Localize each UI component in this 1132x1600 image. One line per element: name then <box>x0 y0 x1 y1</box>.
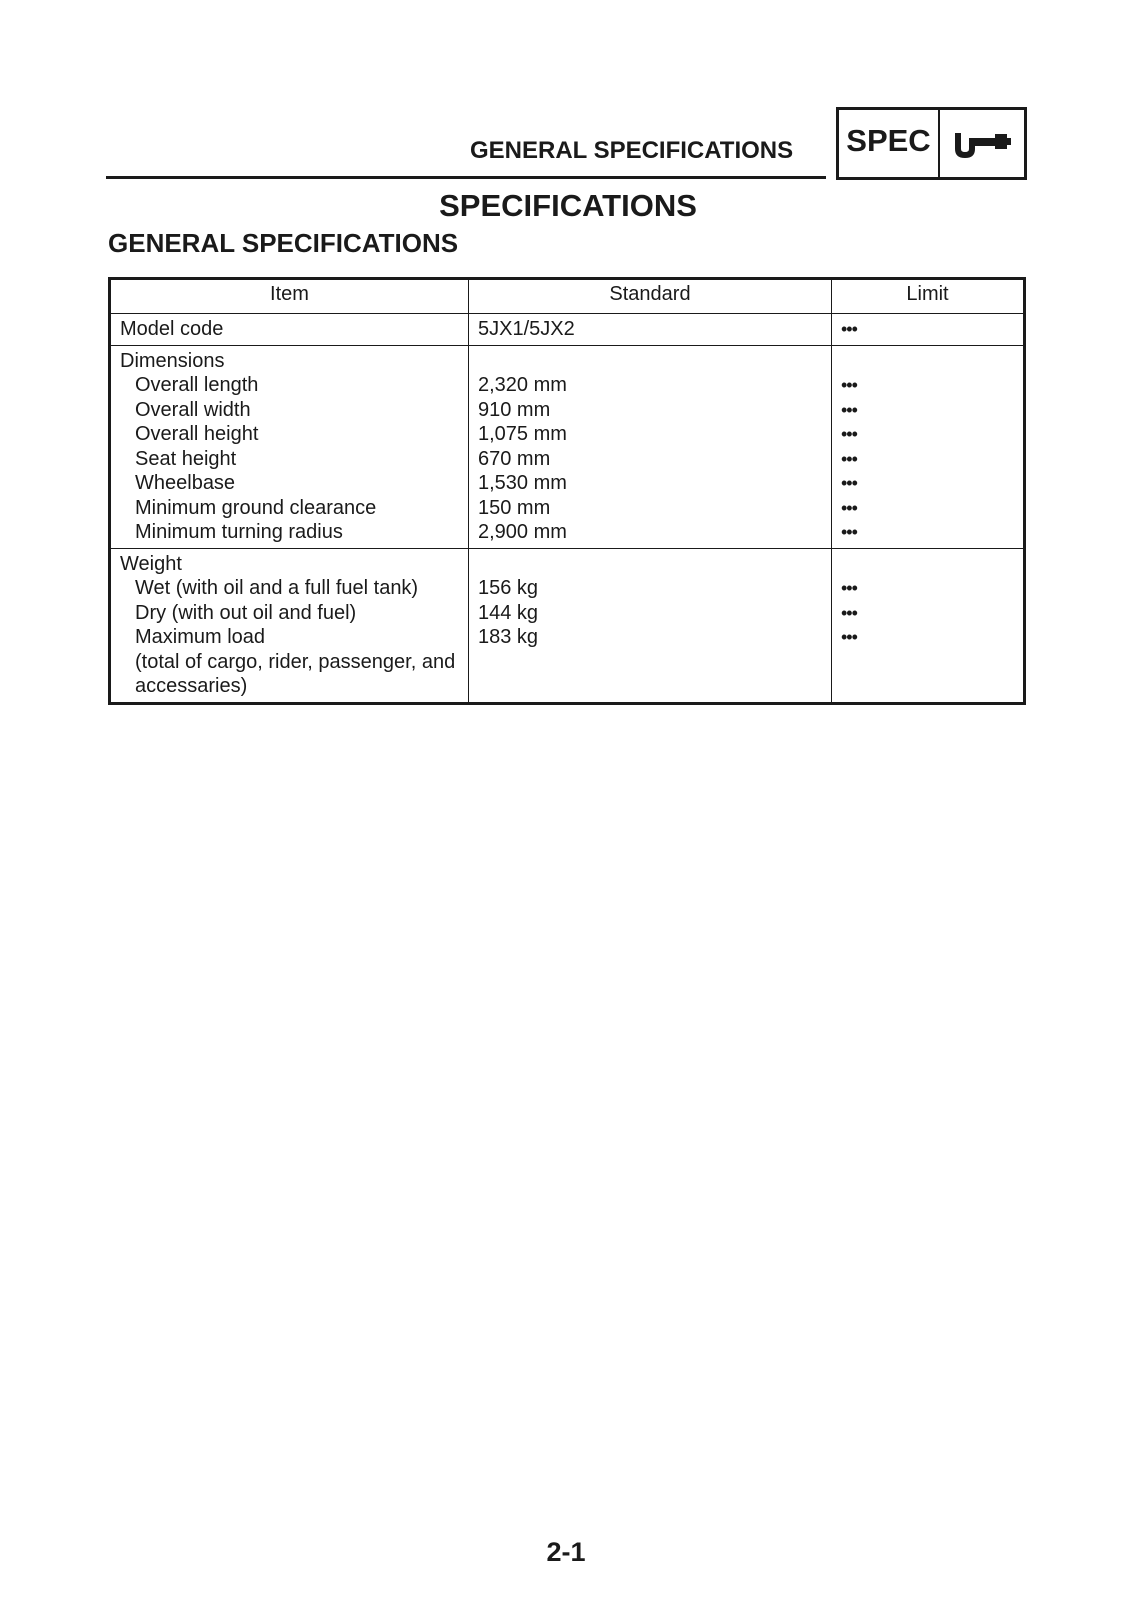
caliper-icon <box>940 110 1024 177</box>
dimensions-item-cell <box>110 345 469 548</box>
dimension-limit: ••• <box>841 448 857 469</box>
weight-limit: ••• <box>841 578 857 598</box>
dimension-value: 150 mm <box>478 496 551 519</box>
dimension-label: Seat height <box>135 447 237 470</box>
table-row-model-code <box>110 314 1025 346</box>
table-header-row <box>110 279 1025 314</box>
dimension-value: 910 mm <box>478 398 551 421</box>
model-code-value: 5JX1/5JX2 <box>469 314 832 346</box>
page-number: 2-1 <box>546 1537 586 1567</box>
weight-value: 156 kg <box>478 577 539 599</box>
dimension-label: Overall length <box>135 374 259 396</box>
weight-item-cell <box>110 548 469 703</box>
column-header-limit: Limit <box>832 279 1025 314</box>
weight-label: Maximum load <box>135 626 266 648</box>
weight-limit-cell <box>832 548 1025 703</box>
dimension-value: 1,530 mm <box>478 472 567 494</box>
dimension-value: 670 mm <box>478 447 551 470</box>
dimension-label: Minimum ground clearance <box>135 496 377 519</box>
weight-standard-cell <box>469 548 832 703</box>
model-code-limit: ••• <box>841 319 857 339</box>
dimension-limit: ••• <box>841 375 857 395</box>
dimension-limit: ••• <box>841 497 857 518</box>
dimension-limit: ••• <box>841 424 857 444</box>
weight-label: Wet (with oil and a full fuel tank) <box>135 577 419 599</box>
dimension-value: 2,900 mm <box>478 521 567 543</box>
dimension-value: 2,320 mm <box>478 374 567 396</box>
running-header-title: GENERAL SPECIFICATIONS <box>470 137 794 164</box>
dimension-label: Overall height <box>135 423 259 445</box>
dimension-limit: ••• <box>841 399 857 420</box>
dimension-limit: ••• <box>841 522 857 542</box>
model-code-limit-cell <box>832 314 1025 346</box>
table-row-dimensions <box>110 345 1025 548</box>
spec-badge <box>836 107 1027 180</box>
dimension-label: Overall width <box>135 398 251 421</box>
dimension-label: Wheelbase <box>135 472 236 494</box>
header-rule <box>106 176 826 179</box>
weight-limit: ••• <box>841 627 857 647</box>
dimension-limit: ••• <box>841 473 857 493</box>
weight-label: Dry (with out oil and fuel) <box>135 601 357 624</box>
dimensions-group-label: Dimensions <box>120 349 225 372</box>
dimension-label: Minimum turning radius <box>135 521 343 543</box>
section-title: GENERAL SPECIFICATIONS <box>108 228 459 258</box>
model-code-label: Model code <box>110 314 469 346</box>
column-header-standard: Standard <box>469 279 832 314</box>
weight-value: 183 kg <box>478 626 539 648</box>
weight-group-label: Weight <box>120 552 182 575</box>
table-row-weight <box>110 548 1025 703</box>
dimensions-standard-cell <box>469 345 832 548</box>
specifications-table <box>108 277 1026 705</box>
dimension-value: 1,075 mm <box>478 423 567 445</box>
weight-limit: ••• <box>841 602 857 623</box>
dimensions-limit-cell <box>832 345 1025 548</box>
page-title: SPECIFICATIONS <box>439 188 697 223</box>
weight-value: 144 kg <box>478 601 539 624</box>
spec-badge-label: SPEC <box>839 110 940 177</box>
weight-note: (total of cargo, rider, passenger, and <box>135 650 456 673</box>
weight-note: accessaries) <box>135 675 248 697</box>
column-header-item: Item <box>110 279 469 314</box>
